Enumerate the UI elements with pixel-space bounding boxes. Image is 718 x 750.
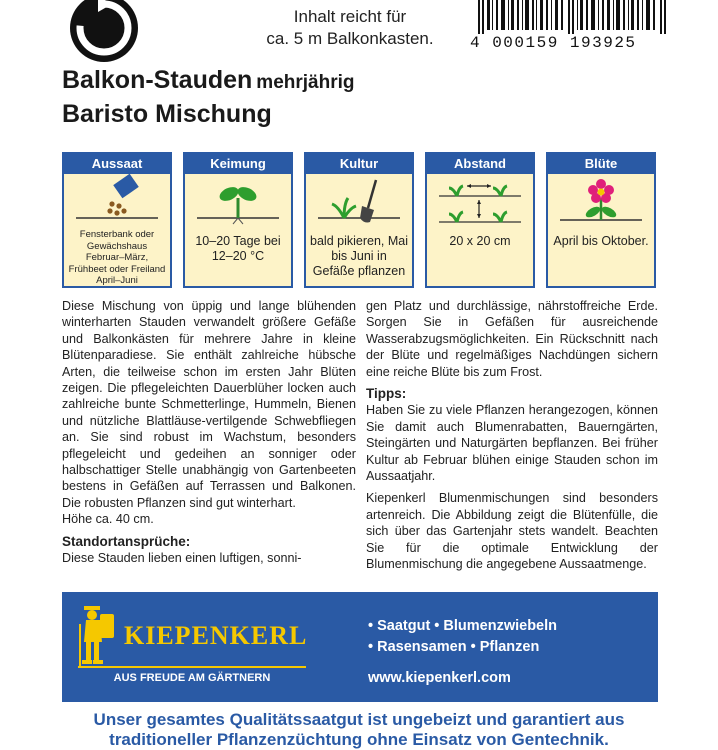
icon-box-abstand [425,152,535,288]
brand-divider [78,666,306,668]
location-text-cont: gen Platz und durchlässige, nährstoffreiche Erde. Sorgen Sie in Gefäßen für ausreichende Wasserabzugsmöglichkeiten. Ein Rückschnitt nach der Blüte und regelmäßiges Nachdüngen sichern eine reiche Blüte bis zum Frost. [366,299,658,379]
icon-title: Kultur [306,154,412,174]
flower-icon [556,176,646,228]
quality-statement-line1: Unser gesamtes Qualitätssaatgut ist ungebeizt und garantiert aus [93,710,625,729]
content-note [225,6,475,50]
seedling-icon [193,176,283,228]
brand-name: KIEPENKERL [124,621,308,650]
spacing-icon [435,176,525,228]
recycling-logo [68,0,140,64]
icon-title: Aussaat [64,154,170,174]
services-list [368,616,557,689]
icon-box-kultur [304,152,414,288]
description-text: Diese Mischung von üppig und lange blühenden winterharten Stauden verwandelt größere Gefäße und Balkonkästen für mehrere Jahre in kleine Blütenparadiese. Sie enthält zahlreiche hübsche Arten, die teilweise schon im ersten Jahr Blüten zeigen. Die pflegeleichten Dauerblüher locken auch zahlreiche bunte Schmetterlinge, Hummeln, Bienen und nützliche Blattläuse-vertilgende Schwebfliegen an. Sie sind robust im Wachstum, besonders pflegeleicht und gedeihen an sonniger oder halbschattiger Stelle unabhängig von Gartenbeeten bestens in Gefäßen auf Terrassen und Balkonen. Die robusten Pflanzen sind gut winterhart. [62,299,356,510]
cultivation-icons [62,152,656,288]
icon-box-keimung [183,152,293,288]
icon-text: 20 x 20 cm [449,234,511,248]
service-line-2: • Rasensamen • Pflanzen [368,639,540,655]
icon-title: Keimung [185,154,291,174]
icon-title: Abstand [427,154,533,174]
content-note-line2: ca. 5 m Balkonkasten. [266,29,434,48]
seed-packet-icon [72,174,162,226]
quality-statement [30,710,688,750]
content-note-line1: Inhalt reicht für [293,7,407,26]
icon-text: 10–20 Tage bei 12–20 °C [195,234,281,263]
icon-text: April bis Oktober. [553,234,649,248]
barcode-number: 4 000159 193925 [470,34,637,52]
service-line-1: • Saatgut • Blumenzwiebeln [368,618,558,634]
location-text-start: Diese Stauden lieben einen luftigen, sonni- [62,551,302,566]
icon-text: bald pikieren, Mai bis Juni in Gefäße pflanzen [310,234,408,278]
icon-text: Fensterbank oder Gewächshaus Februar–März, Frühbeet oder Freiland April–Juni [68,229,166,286]
brand-tagline: AUS FREUDE AM GÄRTNERN [113,672,271,684]
product-name-suffix: mehrjährig [256,72,355,93]
barcode [478,0,678,34]
tips-text: Haben Sie zu viele Pflanzen herangezogen, können Sie damit auch Blumenrabatten, Bauerngärten, Steingärten und Naturgärten bepflanzen. Bei früher Kultur ab Februar blühen einige Stauden schon im Aussaatjahr. [366,403,658,484]
quality-statement-line2: traditioneller Pflanzenzüchtung ohne Einsatz von Gentechnik. [109,730,609,749]
height-text: Höhe ca. 40 cm. [62,512,154,527]
icon-title: Blüte [548,154,654,174]
kiepenkerl-mascot-icon [78,606,118,668]
shovel-plant-icon [314,176,404,228]
product-name [62,66,355,95]
description-left-column [62,298,356,567]
description-right-column [366,298,658,573]
icon-box-bluete [546,152,656,288]
product-name-main: Balkon-Stauden [62,66,253,94]
icon-box-aussaat [62,152,172,288]
product-variety: Baristo Mischung [62,100,272,128]
location-heading: Standortansprüche: [62,533,191,549]
mix-text: Kiepenkerl Blumenmischungen sind besonders artenreich. Die Abbildung zeigt die Blütenfülle, die sich über das Gartenjahr stets wandelt. Beachten Sie für die optimale Entwicklung der Blumenmischung die angegebene Aussaatmenge. [366,491,658,572]
tips-heading: Tipps: [366,386,407,402]
brand-banner [62,592,658,702]
website-link[interactable]: www.kiepenkerl.com [368,670,511,686]
